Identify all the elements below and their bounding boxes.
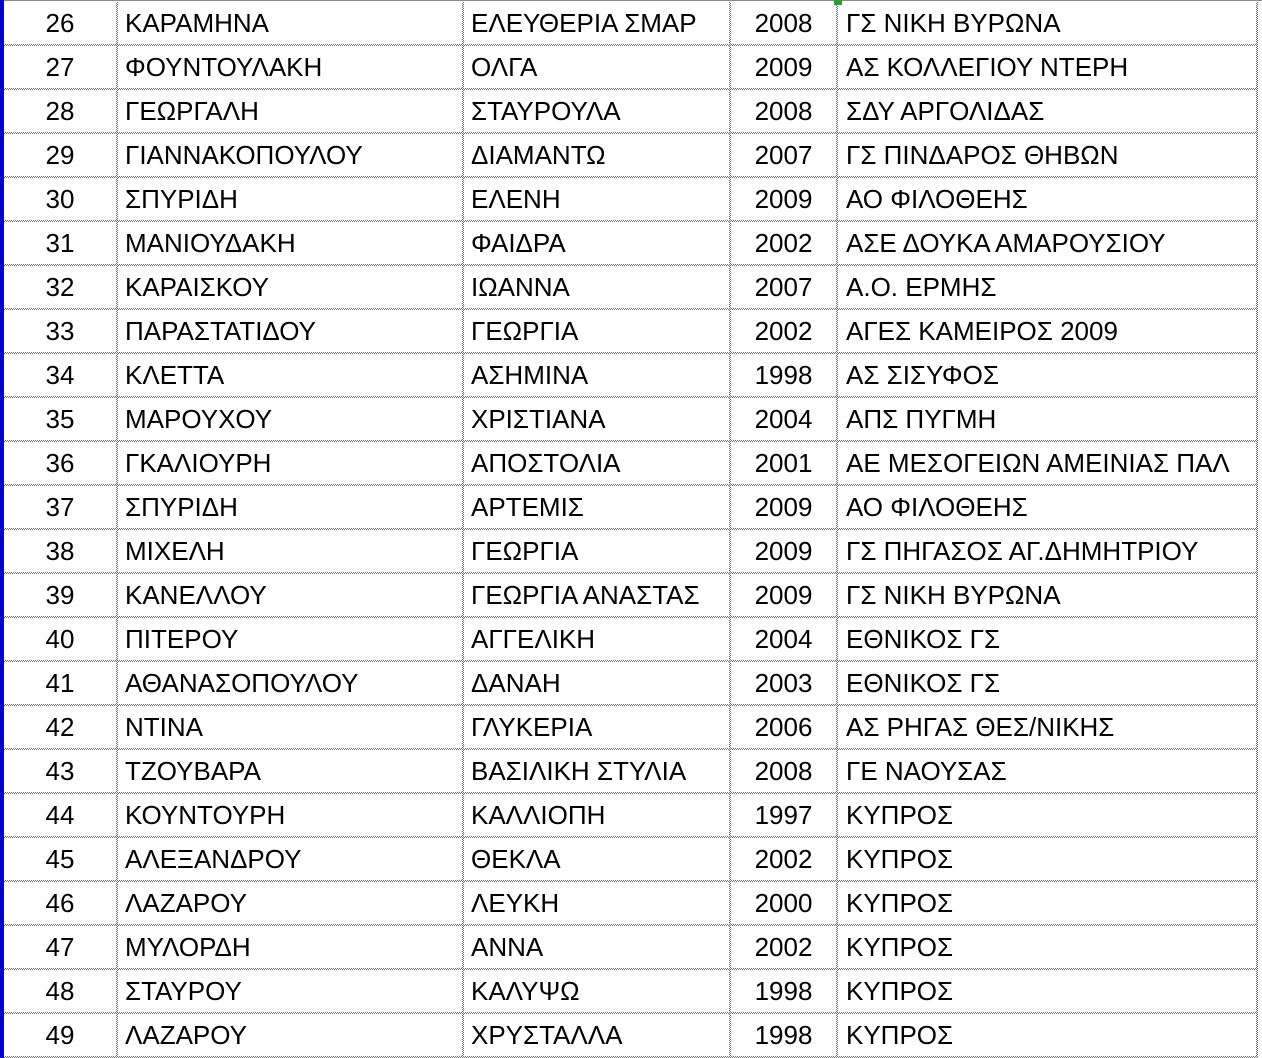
- year-cell: 2009: [731, 486, 836, 528]
- year-cell: 2002: [731, 838, 836, 880]
- surname-cell: ΓΚΑΛΙΟΥΡΗ: [118, 442, 462, 484]
- year-cell: 2002: [731, 926, 836, 968]
- year-cell: 1998: [731, 354, 836, 396]
- surname-cell: ΣΠΥΡΙΔΗ: [118, 486, 462, 528]
- club-cell: ΑΣ ΚΟΛΛΕΓΙΟΥ ΝΤΕΡΗ: [838, 46, 1256, 88]
- club-cell: ΚΥΠΡΟΣ: [838, 970, 1256, 1012]
- year-cell: 2009: [731, 178, 836, 220]
- surname-cell: ΜΑΡΟΥΧΟΥ: [118, 398, 462, 440]
- club-cell: ΕΘΝΙΚΟΣ ΓΣ: [838, 618, 1256, 660]
- row-number-cell: 31: [4, 222, 116, 264]
- surname-cell: ΑΛΕΞΑΝΔΡΟΥ: [118, 838, 462, 880]
- year-cell: 2000: [731, 882, 836, 924]
- club-cell: ΑΟ ΦΙΛΟΘΕΗΣ: [838, 178, 1256, 220]
- club-cell: ΑΟ ΦΙΛΟΘΕΗΣ: [838, 486, 1256, 528]
- row-number-cell: 38: [4, 530, 116, 572]
- row-number-cell: 35: [4, 398, 116, 440]
- club-cell: ΓΕ ΝΑΟΥΣΑΣ: [838, 750, 1256, 792]
- surname-cell: ΤΖΟΥΒΑΡΑ: [118, 750, 462, 792]
- surname-cell: ΚΑΝΕΛΛΟΥ: [118, 574, 462, 616]
- club-cell: ΚΥΠΡΟΣ: [838, 926, 1256, 968]
- club-cell: ΣΔΥ ΑΡΓΟΛΙΔΑΣ: [838, 90, 1256, 132]
- surname-cell: ΜΑΝΙΟΥΔΑΚΗ: [118, 222, 462, 264]
- firstname-cell: ΣΤΑΥΡΟΥΛΑ: [464, 90, 729, 132]
- year-cell: 1998: [731, 970, 836, 1012]
- surname-cell: ΚΑΡΑΙΣΚΟΥ: [118, 266, 462, 308]
- row-number-cell: 29: [4, 134, 116, 176]
- year-cell: 2001: [731, 442, 836, 484]
- surname-cell: ΜΥΛΟΡΔΗ: [118, 926, 462, 968]
- row-number-cell: 42: [4, 706, 116, 748]
- firstname-cell: ΕΛΕΥΘΕΡΙΑ ΣΜΑΡ: [464, 2, 729, 44]
- row-number-cell: 37: [4, 486, 116, 528]
- surname-cell: ΣΤΑΥΡΟΥ: [118, 970, 462, 1012]
- year-cell: 2008: [731, 750, 836, 792]
- year-cell: 2003: [731, 662, 836, 704]
- year-cell: 1998: [731, 1014, 836, 1056]
- firstname-cell: ΑΡΤΕΜΙΣ: [464, 486, 729, 528]
- firstname-cell: ΟΛΓΑ: [464, 46, 729, 88]
- firstname-cell: ΔΑΝΑΗ: [464, 662, 729, 704]
- club-cell: ΚΥΠΡΟΣ: [838, 882, 1256, 924]
- club-cell: ΓΣ ΝΙΚΗ ΒΥΡΩΝΑ: [838, 574, 1256, 616]
- year-cell: 2008: [731, 2, 836, 44]
- row-number-cell: 44: [4, 794, 116, 836]
- year-cell: 2004: [731, 398, 836, 440]
- firstname-cell: ΓΕΩΡΓΙΑ ΑΝΑΣΤΑΣ: [464, 574, 729, 616]
- club-cell: ΓΣ ΝΙΚΗ ΒΥΡΩΝΑ: [838, 2, 1256, 44]
- surname-cell: ΛΑΖΑΡΟΥ: [118, 882, 462, 924]
- firstname-cell: ΘΕΚΛΑ: [464, 838, 729, 880]
- year-cell: 2004: [731, 618, 836, 660]
- surname-cell: ΠΙΤΕΡΟΥ: [118, 618, 462, 660]
- firstname-cell: ΦΑΙΔΡΑ: [464, 222, 729, 264]
- firstname-cell: ΓΕΩΡΓΙΑ: [464, 530, 729, 572]
- row-number-cell: 26: [4, 2, 116, 44]
- surname-cell: ΚΛΕΤΤΑ: [118, 354, 462, 396]
- row-number-cell: 33: [4, 310, 116, 352]
- row-number-cell: 45: [4, 838, 116, 880]
- club-cell: ΑΕ ΜΕΣΟΓΕΙΩΝ ΑΜΕΙΝΙΑΣ ΠΑΛ: [838, 442, 1256, 484]
- firstname-cell: ΛΕΥΚΗ: [464, 882, 729, 924]
- firstname-cell: ΙΩΑΝΝΑ: [464, 266, 729, 308]
- green-square-marker-icon: [834, 0, 842, 5]
- year-cell: 2008: [731, 90, 836, 132]
- club-cell: ΕΘΝΙΚΟΣ ΓΣ: [838, 662, 1256, 704]
- row-number-cell: 28: [4, 90, 116, 132]
- surname-cell: ΣΠΥΡΙΔΗ: [118, 178, 462, 220]
- club-cell: ΓΣ ΠΙΝΔΑΡΟΣ ΘΗΒΩΝ: [838, 134, 1256, 176]
- firstname-cell: ΔΙΑΜΑΝΤΩ: [464, 134, 729, 176]
- row-number-cell: 27: [4, 46, 116, 88]
- surname-cell: ΦΟΥΝΤΟΥΛΑΚΗ: [118, 46, 462, 88]
- firstname-cell: ΒΑΣΙΛΙΚΗ ΣΤΥΛΙΑ: [464, 750, 729, 792]
- surname-cell: ΓΕΩΡΓΑΛΗ: [118, 90, 462, 132]
- club-cell: ΚΥΠΡΟΣ: [838, 794, 1256, 836]
- firstname-cell: ΚΑΛΛΙΟΠΗ: [464, 794, 729, 836]
- year-cell: 2002: [731, 222, 836, 264]
- row-number-cell: 30: [4, 178, 116, 220]
- row-number-cell: 39: [4, 574, 116, 616]
- row-number-cell: 43: [4, 750, 116, 792]
- athlete-table: [4, 2, 1258, 1058]
- firstname-cell: ΧΡΥΣΤΑΛΛΑ: [464, 1014, 729, 1056]
- surname-cell: ΚΟΥΝΤΟΥΡΗ: [118, 794, 462, 836]
- year-cell: 2006: [731, 706, 836, 748]
- club-cell: ΑΓΕΣ ΚΑΜΕΙΡΟΣ 2009: [838, 310, 1256, 352]
- firstname-cell: ΚΑΛΥΨΩ: [464, 970, 729, 1012]
- surname-cell: ΑΘΑΝΑΣΟΠΟΥΛΟΥ: [118, 662, 462, 704]
- surname-cell: ΛΑΖΑΡΟΥ: [118, 1014, 462, 1056]
- firstname-cell: ΑΝΝΑ: [464, 926, 729, 968]
- row-number-cell: 40: [4, 618, 116, 660]
- year-cell: 1997: [731, 794, 836, 836]
- club-cell: ΑΣ ΡΗΓΑΣ ΘΕΣ/ΝΙΚΗΣ: [838, 706, 1256, 748]
- club-cell: ΚΥΠΡΟΣ: [838, 1014, 1256, 1056]
- club-cell: ΚΥΠΡΟΣ: [838, 838, 1256, 880]
- club-cell: ΑΠΣ ΠΥΓΜΗ: [838, 398, 1256, 440]
- firstname-cell: ΑΠΟΣΤΟΛΙΑ: [464, 442, 729, 484]
- club-cell: ΓΣ ΠΗΓΑΣΟΣ ΑΓ.ΔΗΜΗΤΡΙΟΥ: [838, 530, 1256, 572]
- club-cell: Α.Ο. ΕΡΜΗΣ: [838, 266, 1256, 308]
- firstname-cell: ΕΛΕΝΗ: [464, 178, 729, 220]
- year-cell: 2007: [731, 266, 836, 308]
- firstname-cell: ΓΛΥΚΕΡΙΑ: [464, 706, 729, 748]
- year-cell: 2009: [731, 574, 836, 616]
- row-number-cell: 46: [4, 882, 116, 924]
- firstname-cell: ΑΣΗΜΙΝΑ: [464, 354, 729, 396]
- surname-cell: ΓΙΑΝΝΑΚΟΠΟΥΛΟΥ: [118, 134, 462, 176]
- year-cell: 2009: [731, 46, 836, 88]
- row-number-cell: 32: [4, 266, 116, 308]
- year-cell: 2002: [731, 310, 836, 352]
- firstname-cell: ΓΕΩΡΓΙΑ: [464, 310, 729, 352]
- firstname-cell: ΑΓΓΕΛΙΚΗ: [464, 618, 729, 660]
- surname-cell: ΝΤΙΝΑ: [118, 706, 462, 748]
- surname-cell: ΚΑΡΑΜΗΝΑ: [118, 2, 462, 44]
- row-number-cell: 47: [4, 926, 116, 968]
- year-cell: 2009: [731, 530, 836, 572]
- row-number-cell: 34: [4, 354, 116, 396]
- year-cell: 2007: [731, 134, 836, 176]
- club-cell: ΑΣΕ ΔΟΥΚΑ ΑΜΑΡΟΥΣΙΟΥ: [838, 222, 1256, 264]
- firstname-cell: ΧΡΙΣΤΙΑΝΑ: [464, 398, 729, 440]
- club-cell: ΑΣ ΣΙΣΥΦΟΣ: [838, 354, 1256, 396]
- row-number-cell: 49: [4, 1014, 116, 1056]
- row-number-cell: 41: [4, 662, 116, 704]
- surname-cell: ΠΑΡΑΣΤΑΤΙΔΟΥ: [118, 310, 462, 352]
- row-number-cell: 48: [4, 970, 116, 1012]
- row-number-cell: 36: [4, 442, 116, 484]
- surname-cell: ΜΙΧΕΛΗ: [118, 530, 462, 572]
- top-border-line: [4, 0, 1262, 1]
